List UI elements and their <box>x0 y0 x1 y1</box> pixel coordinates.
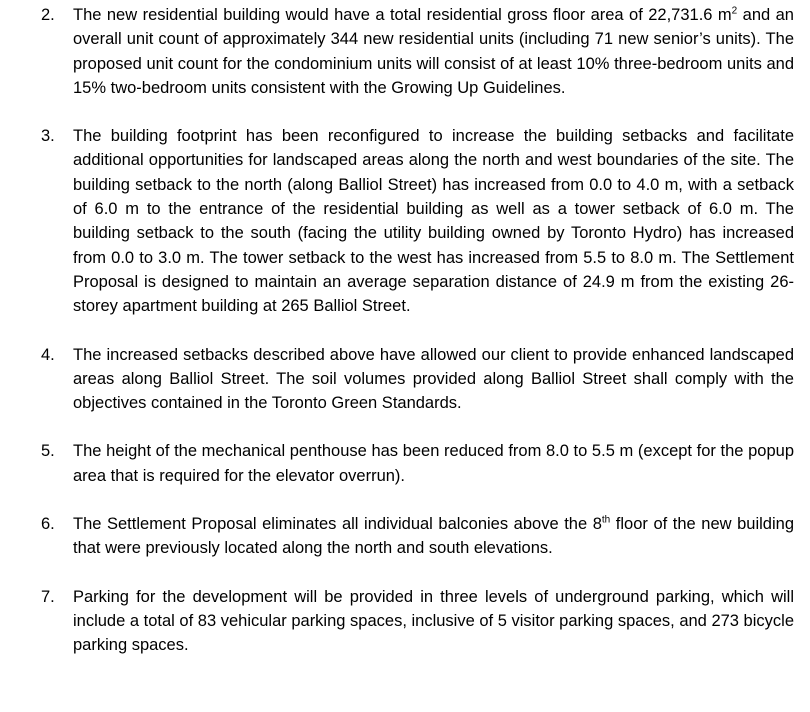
item-paragraph <box>73 124 794 318</box>
text-segment: and an overall unit count of approximately 344 new residential units (including 71 new senior’s units). The proposed unit count for the condominium units will consist of at least 10% three-bedroom units and 15% two-bedroom units consistent with the Growing Up Guidelines. <box>73 6 794 97</box>
item-number: 5. <box>41 442 55 461</box>
item-paragraph <box>73 512 794 561</box>
list-item-5 <box>0 439 810 488</box>
text-segment: The increased setbacks described above have allowed our client to provide enhanced landscaped areas along Balliol Street. The soil volumes provided along Balliol Street shall comply with the objectives contained in the Toronto Green Standards. <box>73 345 794 413</box>
item-paragraph <box>73 585 794 658</box>
item-paragraph <box>73 3 794 100</box>
text-segment: The height of the mechanical penthouse has been reduced from 8.0 to 5.5 m (except for the popup area that is required for the elevator overrun). <box>73 442 794 485</box>
text-segment: The building footprint has been reconfigured to increase the building setbacks and facilitate additional opportunities for landscaped areas along the north and west boundaries of the site. The building setback to the north (along Balliol Street) has increased from 0.0 to 4.0 m, with a setback of 6.0 m to the entrance of the residential building as well as a tower setback of 6.0 m. The building setback to the south (facing the utility building owned by Toronto Hydro) has increased from 0.0 to 3.0 m. The tower setback to the west has increased from 5.5 to 8.0 m. The Settlement Proposal is designed to maintain an average separation distance of 24.9 m from the existing 26-storey apartment building at 265 Balliol Street. <box>73 127 794 316</box>
item-number: 6. <box>41 515 55 534</box>
item-number: 7. <box>41 587 55 606</box>
superscript: 2 <box>731 5 738 17</box>
item-number: 2. <box>41 6 55 24</box>
item-paragraph <box>73 343 794 416</box>
text-segment: Parking for the development will be provided in three levels of underground parking, which will include a total of 83 vehicular parking spaces, inclusive of 5 visitor parking spaces, and 273 bicycle parking spaces. <box>73 587 794 655</box>
superscript: th <box>601 514 611 526</box>
item-number: 3. <box>41 127 55 146</box>
text-segment: floor of the new building that were previously located along the north and south elevations. <box>73 515 794 558</box>
list-item-3 <box>0 124 810 318</box>
item-number: 4. <box>41 345 55 364</box>
numbered-list <box>0 3 810 682</box>
text-segment: The Settlement Proposal eliminates all individual balconies above the 8 <box>73 515 602 534</box>
list-item-6 <box>0 512 810 561</box>
list-item-2 <box>0 3 810 100</box>
item-paragraph <box>73 439 794 488</box>
list-item-7 <box>0 585 810 658</box>
list-item-4 <box>0 343 810 416</box>
text-segment: The new residential building would have a total residential gross floor area of 22,731.6 m <box>73 6 732 24</box>
